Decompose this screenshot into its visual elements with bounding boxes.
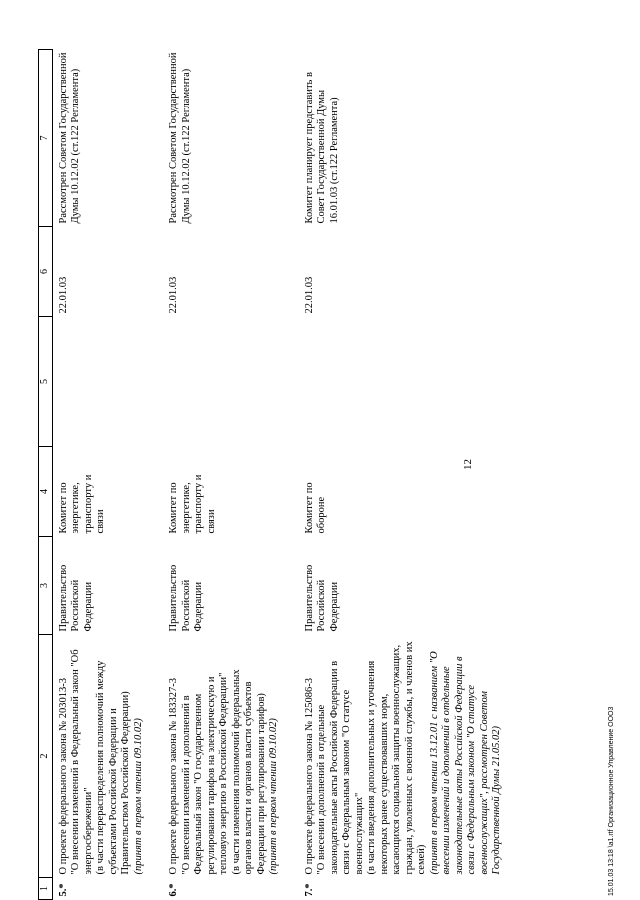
- row-number: 6.*: [168, 883, 179, 897]
- column5-cell: [163, 317, 299, 447]
- bill-note: (в части введения дополнительных и уточнения некоторых ранее существовавших норм, касающихся социальной защиты военнослужащих, граждан, уволенных с военной службы, и членов их семей): [366, 641, 427, 875]
- committee-cell: Комитет по энергетике, транспорту и связи: [57, 474, 106, 534]
- committee-cell: Комитет по обороне: [303, 482, 327, 534]
- bill-description: "О внесении изменений и дополнений в Федеральный закон "О государственном регулировании тарифов на электрическую и тепловую энергию в Российской Федерации": [180, 672, 229, 875]
- date-cell: 22.01.03: [303, 276, 315, 314]
- bill-status: (принят в первом чтении 09.10.02): [132, 718, 144, 875]
- bill-status: (принят в первом чтении 09.10.02): [268, 718, 279, 875]
- bill-note: (в части изменения полномочий федеральных органов власти и органов власти субъектов Федерации при регулировании тарифов): [230, 669, 267, 875]
- remark-cell: Комитет планирует представить в Совет Государственной Думы 16.01.03 (ст.122 Регламента): [303, 72, 340, 224]
- table-row: [52, 50, 163, 900]
- column-header: 3: [39, 537, 53, 635]
- bill-title: О проекте федерального закона № 125086-3: [303, 677, 315, 875]
- bill-title: О проекте федерального закона № 183327-3: [168, 677, 179, 875]
- column-header: 4: [39, 447, 53, 537]
- column-header: 5: [39, 317, 53, 447]
- bill-status: (принят в первом чтении 13.12.01 с названием "О внесении изменений и дополнений в отдельные законодательные акты Российской Федерации в связи с Федеральным законом "О статусе военнослужащих", рассмотрен Советом Государственной Думы 21.05.02): [428, 651, 502, 875]
- column5-cell: [299, 317, 522, 447]
- table-row: [163, 50, 299, 900]
- date-cell: 22.01.03: [57, 276, 69, 314]
- row-number: 7.*: [303, 883, 315, 897]
- bill-cell: [52, 635, 163, 878]
- agenda-table: [38, 49, 522, 900]
- bill-note: (в части перераспределения полномочий между субъектами Российской Федерации и Правительством Российской Федерации): [95, 660, 131, 875]
- author-cell: Правительство Российской Федерации: [303, 564, 340, 632]
- row-number: 5.*: [57, 883, 69, 897]
- date-cell: 22.01.03: [168, 276, 179, 314]
- table-row: [299, 50, 522, 900]
- page-number: 12: [462, 459, 474, 470]
- committee-cell: Комитет по энергетике, транспорту и связи: [168, 474, 217, 534]
- rotated-sheet: [0, 20, 620, 900]
- bill-title: О проекте федерального закона № 203013-3: [57, 677, 69, 875]
- remark-cell: Рассмотрен Советом Государственной Думы 10.12.02 (ст.122 Регламента): [57, 52, 81, 224]
- document-footer: 15.01.03 13:18 \a1.rtf Организационное Управление ООО3: [608, 706, 615, 896]
- column-header: 1: [39, 878, 53, 900]
- author-cell: Правительство Российской Федерации: [57, 564, 94, 632]
- column-header: 2: [39, 635, 53, 878]
- bill-cell: [299, 635, 522, 878]
- bill-cell: [163, 635, 299, 878]
- bill-description: "О внесении изменений в Федеральный закон "Об энергосбережении": [70, 649, 94, 875]
- column-header: 7: [39, 50, 53, 227]
- bill-description: "О внесении дополнений в отдельные законодательные акты Российской Федерации в связи с Федеральным законом "О статусе военнослужащих": [316, 660, 365, 875]
- author-cell: Правительство Российской Федерации: [168, 564, 204, 632]
- remark-cell: Рассмотрен Советом Государственной Думы 10.12.02 (ст.122 Регламента): [168, 52, 192, 224]
- column-header: 6: [39, 227, 53, 317]
- column5-cell: [52, 317, 163, 447]
- header-row: [39, 50, 53, 900]
